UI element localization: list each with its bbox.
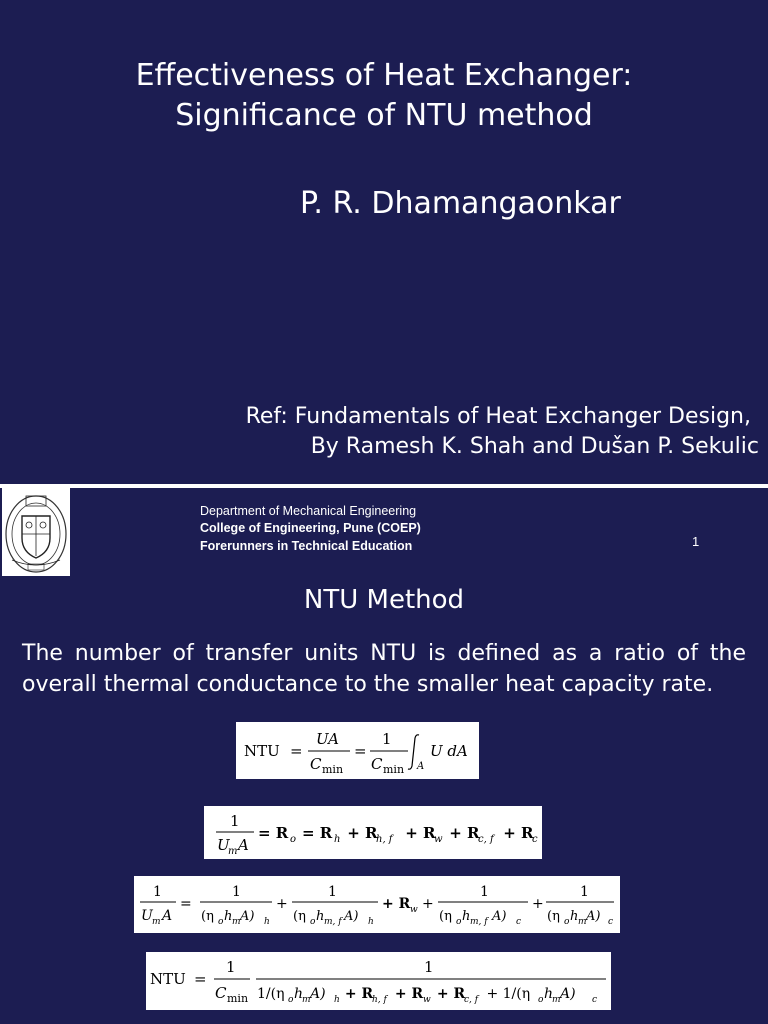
eq4-h2: h <box>544 986 554 1002</box>
eq4-m1: m <box>302 995 311 1005</box>
eq3-m: m <box>152 917 161 927</box>
eq4-ntu: NTU <box>150 970 186 988</box>
eq4-rcf: + R <box>432 986 466 1002</box>
eq3-t4-o: o <box>564 917 570 927</box>
eq4-min: min <box>227 992 249 1005</box>
eq4-w: w <box>423 995 431 1005</box>
eq2-o: o <box>290 834 297 845</box>
eq4-cf: c, f <box>464 995 479 1005</box>
eq3-t3-mf: m, f <box>470 917 488 927</box>
eq4-one-b: 1 <box>424 958 434 976</box>
eq3-plus3: + <box>422 896 434 912</box>
eq3-t1-o: o <box>218 917 224 927</box>
eq4-c: C <box>215 984 227 1002</box>
equation-ntu-expanded <box>146 952 611 1010</box>
eq2-cf: c, f <box>478 834 494 845</box>
eq2-w: w <box>434 834 443 845</box>
equation-expanded-resistance <box>134 876 620 933</box>
eq3-t4-h: h <box>570 909 579 924</box>
college-name: College of Engineering, Pune (COEP) <box>200 521 421 535</box>
eq3-t4-m: m <box>578 917 587 927</box>
eq2-hf: h, f <box>376 834 393 845</box>
eq4-one-a: 1 <box>226 958 236 976</box>
eq3-t3-h: h <box>462 909 471 924</box>
crest-icon <box>2 488 70 576</box>
eq1-ntu: NTU <box>244 742 280 760</box>
eq4-o2: o <box>538 995 544 1005</box>
eq3-t3-num: 1 <box>480 884 489 900</box>
eq3-t4-sub-c: c <box>608 917 614 927</box>
eq1-equals: = <box>290 742 303 760</box>
eq2-a: A <box>238 836 249 854</box>
slide-heading: NTU Method <box>303 585 465 615</box>
eq3-t1-a: A) <box>240 909 255 924</box>
eq2-u: U <box>217 836 230 854</box>
eq3-t3-eta: (η <box>439 909 452 924</box>
eq3-t4-eta: (η <box>547 909 560 924</box>
eq4-sub-c: c <box>592 995 598 1005</box>
eq2-rhf: + R <box>342 824 378 842</box>
eq4-h1: h <box>294 986 304 1002</box>
eq4-rhf: + R <box>340 986 374 1002</box>
eq2-rcf: + R <box>444 824 480 842</box>
eq2-m: m <box>228 846 238 857</box>
coep-logo <box>2 488 70 576</box>
eq4-sub-h: h <box>334 995 340 1005</box>
eq2-rw: + R <box>400 824 436 842</box>
page-number: 1 <box>692 534 700 549</box>
eq3-t1-sub-h: h <box>264 917 270 927</box>
eq4-d1: 1/(η <box>257 986 285 1002</box>
eq3-rw: + R <box>382 896 411 912</box>
eq1-c: C <box>310 755 322 773</box>
eq4-d7: + 1/(η <box>482 986 531 1002</box>
eq3-t3-o: o <box>456 917 462 927</box>
eq2-ro: = R <box>258 824 289 842</box>
reference-line2: By Ramesh K. Shah and Dušan P. Sekulic <box>310 434 759 459</box>
eq3-plus4: + <box>532 896 544 912</box>
eq4-rw: + R <box>390 986 424 1002</box>
eq2-h: h <box>334 834 341 845</box>
eq1-u-da: U dA <box>430 742 468 760</box>
eq4-o1: o <box>288 995 294 1005</box>
eq4-hf: h, f <box>372 995 387 1005</box>
eq3-t2-h: h <box>316 909 325 924</box>
eq3-t3-sub-c: c <box>516 917 522 927</box>
eq3-t2-a: A) <box>344 909 359 924</box>
eq1-ua: UA <box>316 730 340 748</box>
eq3-t2-o: o <box>310 917 316 927</box>
eq1-sub-a: A <box>417 761 425 772</box>
eq4-m2: m <box>552 995 561 1005</box>
eq2-rc: + R <box>498 824 534 842</box>
eq4-a2: A) <box>560 986 576 1002</box>
eq3-lhs-num: 1 <box>153 884 162 900</box>
equation-overall-resistance <box>204 806 542 859</box>
eq3-plus1: + <box>276 896 288 912</box>
department-name: Department of Mechanical Engineering <box>200 504 417 518</box>
eq3-t2-sub-h: h <box>368 917 374 927</box>
ntu-method-slide <box>0 488 768 1024</box>
eq3-equals: = <box>180 896 192 912</box>
eq3-t1-h: h <box>224 909 233 924</box>
eq2-rh: = R <box>302 824 333 842</box>
slide-title-line2: Significance of NTU method <box>175 98 593 133</box>
eq1-c2: C <box>371 755 383 773</box>
eq3-t4-a: A) <box>586 909 601 924</box>
eq2-one: 1 <box>230 812 240 830</box>
eq3-a: A <box>162 908 173 924</box>
eq3-t4-num: 1 <box>580 884 589 900</box>
eq4-a1: A) <box>310 986 326 1002</box>
equation-ntu-definition <box>236 722 479 779</box>
eq3-u: U <box>141 908 153 924</box>
college-tagline: Forerunners in Technical Education <box>200 539 413 553</box>
eq2-c: c <box>532 834 538 845</box>
eq3-t3-a: A) <box>492 909 507 924</box>
eq1-min: min <box>322 763 344 776</box>
eq3-w: w <box>410 905 418 915</box>
eq4-equals: = <box>194 970 207 988</box>
title-slide <box>0 0 768 484</box>
eq1-equals2: = <box>354 742 367 760</box>
eq3-t1-num: 1 <box>232 884 241 900</box>
definition-paragraph: The number of transfer units NTU is defined as a ratio of the overall thermal conductance to the smaller heat capacity rate. <box>22 641 746 697</box>
eq3-t2-num: 1 <box>328 884 337 900</box>
eq1-one: 1 <box>382 730 392 748</box>
eq3-t1-m: m <box>232 917 241 927</box>
reference-line1: Ref: Fundamentals of Heat Exchanger Design, <box>245 404 751 429</box>
slide-title-line1: Effectiveness of Heat Exchanger: <box>135 58 633 93</box>
eq3-t1-eta: (η <box>201 909 214 924</box>
author-name: P. R. Dhamangaonkar <box>300 186 621 221</box>
eq1-min2: min <box>383 763 405 776</box>
eq3-t2-mf: m, f <box>324 917 342 927</box>
eq3-t2-eta: (η <box>293 909 306 924</box>
